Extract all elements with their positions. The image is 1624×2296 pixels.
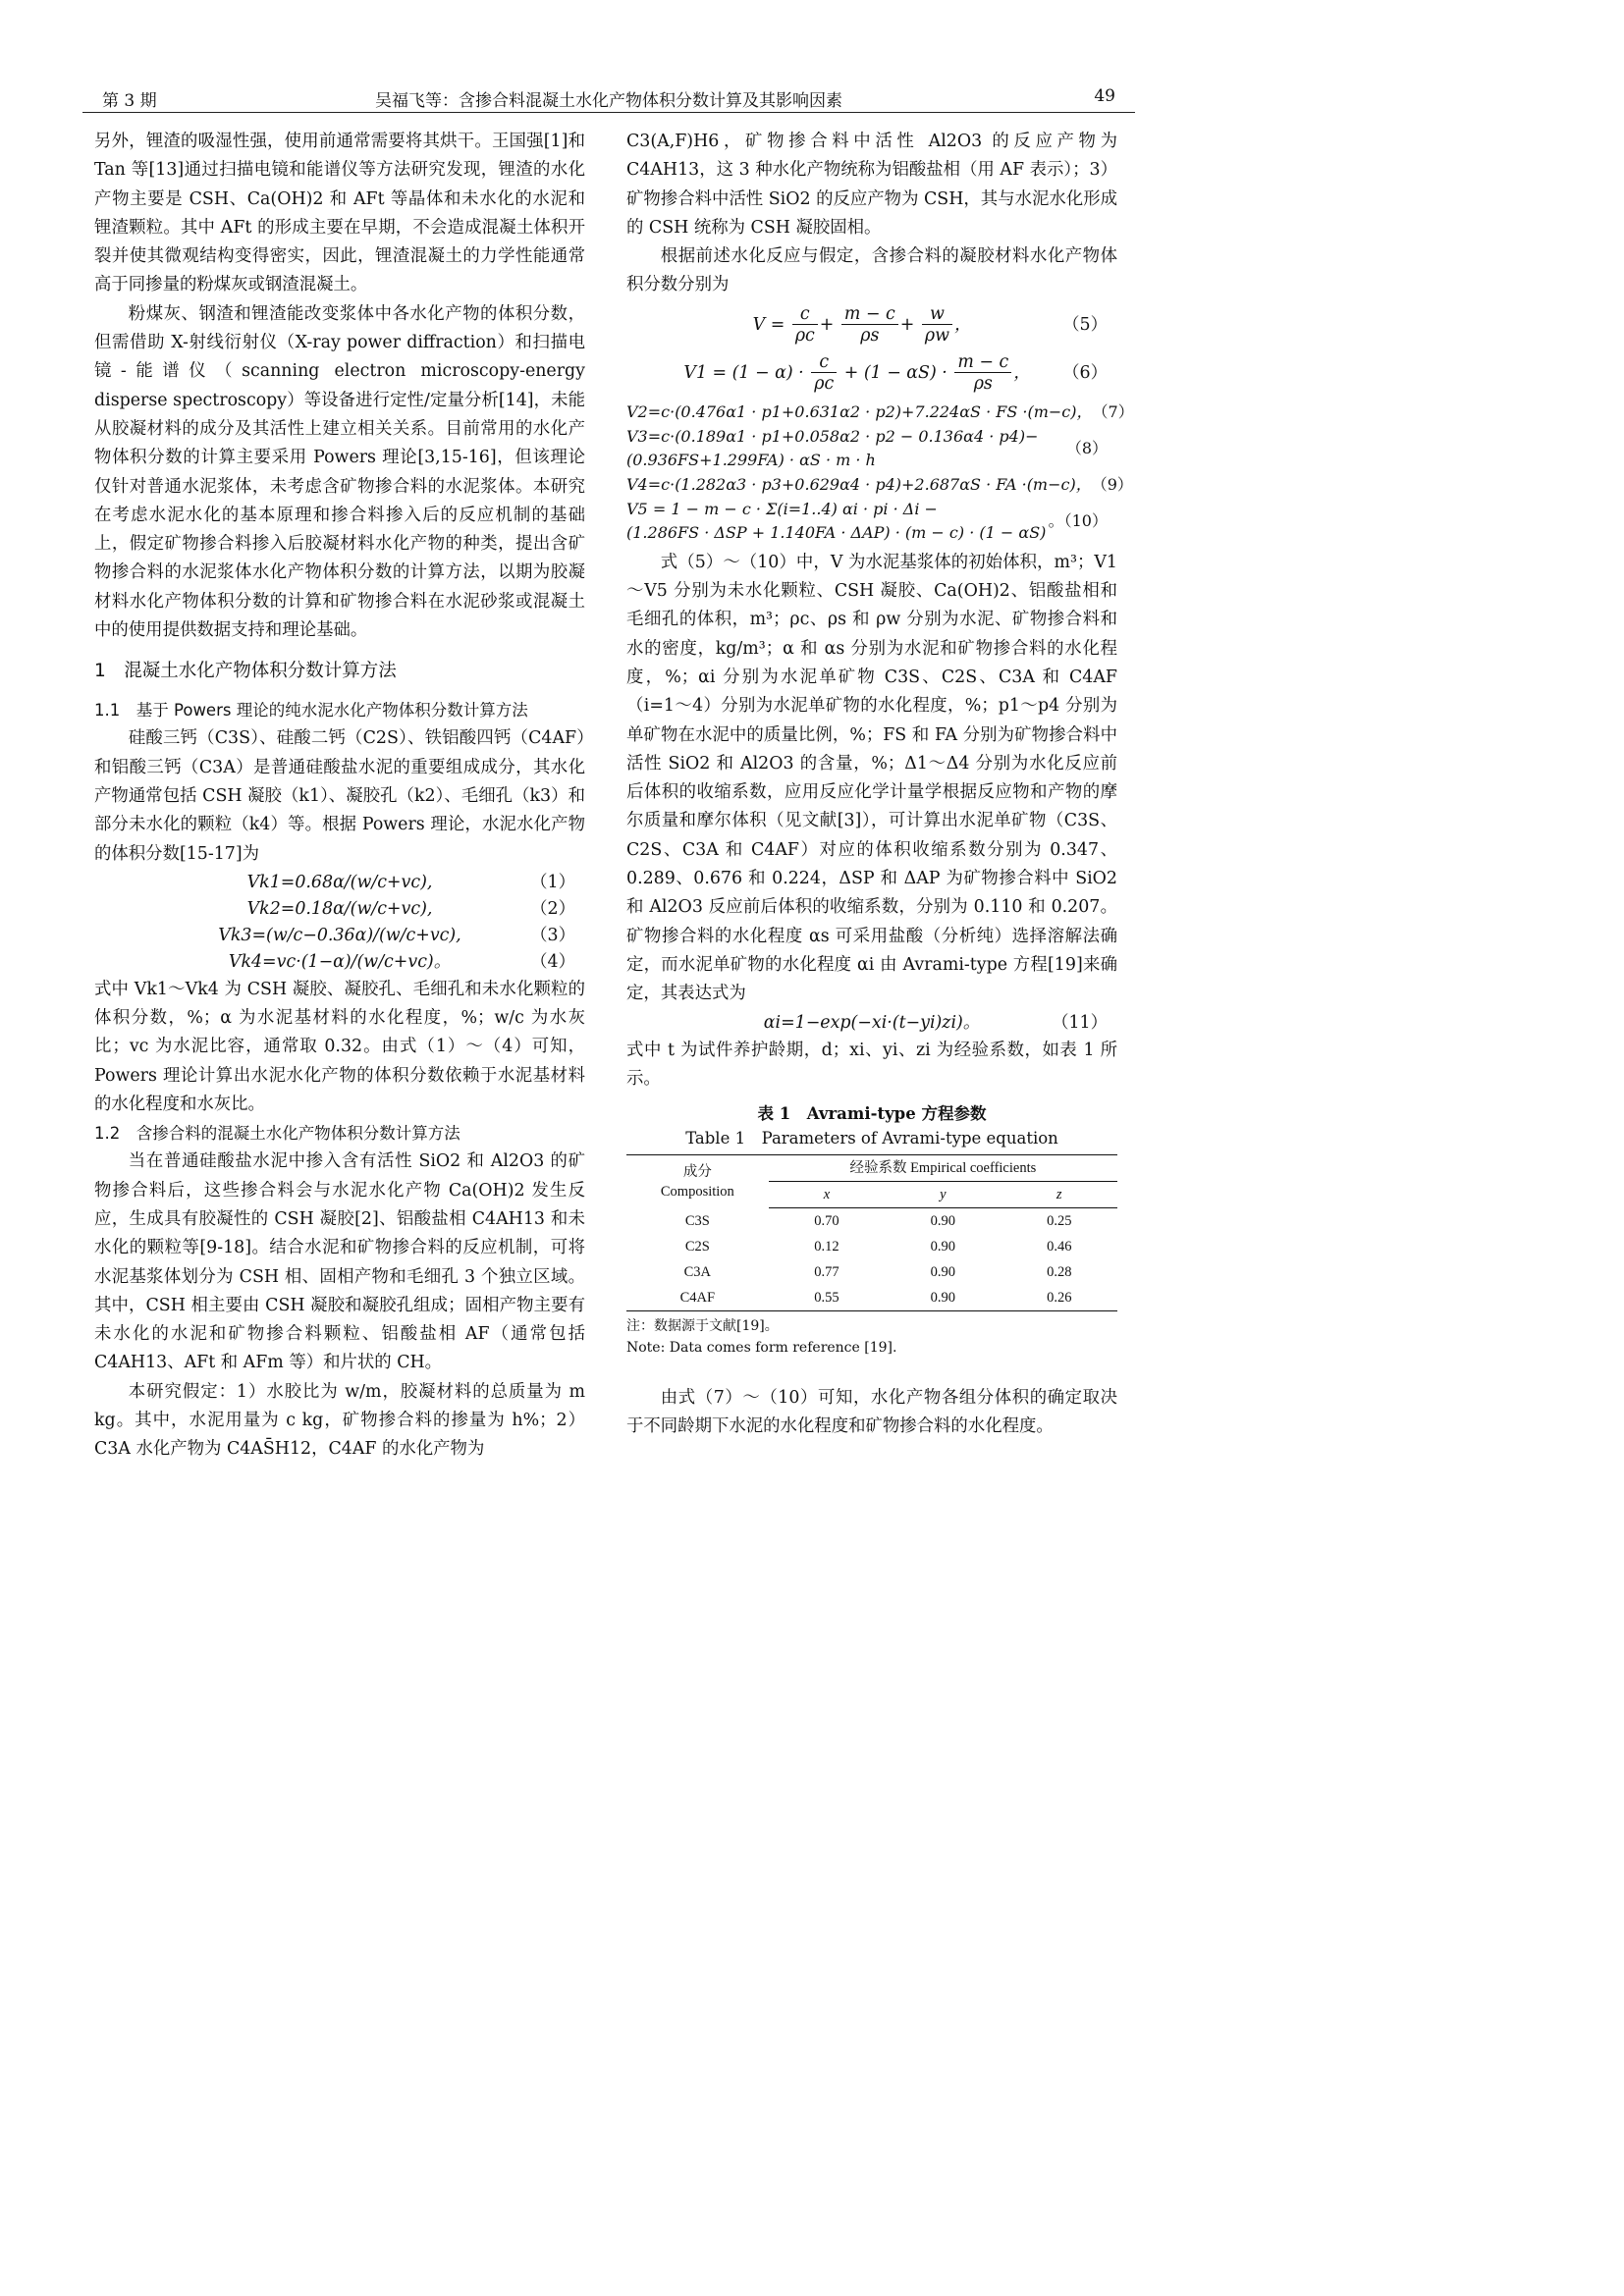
denominator: ρw [924,325,949,346]
equation-7 [626,400,1134,424]
equation-body: αi=1−exp(−xi·(t−yi)zi)。 [763,1012,981,1033]
numerator: m − c [841,304,898,325]
table-header-composition [626,1155,769,1208]
equation-10 [626,498,1117,545]
equation-body [626,425,1039,472]
table-note-cn: 注：数据源于文献[19]。 [626,1318,779,1335]
table-header-cell: x [769,1182,885,1208]
table-row [626,1259,1117,1285]
fraction [841,304,898,347]
right-column [626,128,1134,1442]
equation-body: Vk2=0.18α/(w/c+vc), [246,898,433,919]
table-header-group: 经验系数 Empirical coefficients [769,1155,1117,1182]
equation-body [626,498,1046,545]
equation-number: （11） [1052,1012,1108,1033]
equation-body: V2=c·(0.476α1 · p1+0.631α2 · p2)+7.224αS · FS ·(m−c)， [626,401,1093,421]
equation-body: V4=c·(1.282α3 · p3+0.629α4 · p4)+2.687αS · FA ·(m−c)， [626,474,1092,494]
table-caption-en: Table 1 Parameters of Avrami-type equation [685,1129,1058,1148]
fraction [954,352,1011,395]
equation-number: （2） [530,898,575,919]
table-cell: 0.46 [1047,1239,1072,1255]
equation-6 [626,352,1117,395]
equation-number: （3） [530,925,575,945]
header-cn: 成分 [682,1163,712,1180]
subsection-heading: 1.2 含掺合料的混凝土水化产物体积分数计算方法 [94,1124,460,1144]
equation-1 [94,870,585,895]
equation-3 [94,923,585,948]
table-cell: 0.90 [885,1285,1001,1311]
fraction [792,304,818,347]
table-cell: C3S [684,1212,710,1229]
paragraph: 另外，锂渣的吸湿性强，使用前通常需要将其烘干。王国强[1]和 Tan 等[13]通过扫描电镜和能谱仪等方法研究发现，锂渣的水化产物主要是 CSH、Ca(OH)2 和 AFt 等晶体和未水化的水泥和锂渣颗粒。其中 AFt 的形成主要在早期，不会造成混凝土体积开裂并使其微观结构变得密实，因此，锂渣混凝土的力学性能通常高于同掺量的粉煤灰或钢渣混凝土。 [94,132,585,295]
equation-body: V1 = (1 − α) · $\frac{c}{\rho c}$ + (1 − αS) · $\frac{m - c}{\rho s}$ ， [683,351,1031,394]
table-cell: 0.25 [1047,1213,1072,1230]
paragraph: 硅酸三钙（C3S）、硅酸二钙（C2S）、铁铝酸四钙（C4AF）和铝酸三钙（C3A）是普通硅酸盐水泥的重要组成成分，其水化产物通常包括 CSH 凝胶（k1）、凝胶孔（k2）、毛细孔（k3）和部分未水化的颗粒（k4）等。根据 Powers 理论，水泥水化产物的体积分数[15-17]为 [94,728,585,864]
table-row [626,1285,1117,1311]
equation-body: Vk3=(w/c−0.36α)/(w/c+vc), [218,925,461,945]
equation-number: （5） [1062,315,1108,336]
numerator: m − c [954,352,1011,373]
denominator: ρc [794,325,815,346]
equation-number: （6） [1062,363,1108,384]
table-cell: 0.90 [930,1264,955,1281]
table-cell: 0.55 [769,1285,885,1311]
paragraph: 式中 Vk1～Vk4 为 CSH 凝胶、凝胶孔、毛细孔和未水化颗粒的体积分数，%；α 为水泥基材料的水化程度，%；w/c 为水灰比；vc 为水泥比容，通常取 0.32。由式（1）～（4）可知，Powers 理论计算出水泥水化产物的体积分数依赖于水泥基材料的水化程度和水灰比。 [94,979,585,1115]
equation-lhs: V = [752,314,785,335]
equation-line: (1.286FS · ΔSP + 1.140FA · ΔAP) · (m − c) · (1 − αS) [626,522,1047,542]
table-header-cell: z [1001,1182,1117,1208]
paragraph: 本研究假定：1）水胶比为 w/m，胶凝材料的总质量为 m kg。其中，水泥用量为 c kg，矿物掺合料的掺量为 h%；2）C3A 水化产物为 C4AS̄H12，C4AF 的水化产物为 [94,1381,585,1460]
equation-number: 。（10） [1048,510,1108,530]
issue-label: 第 3 期 [102,91,157,111]
table-caption-cn: 表 1 Avrami-type 方程参数 [757,1104,987,1124]
equation-9 [626,473,1133,497]
table-row [626,1234,1117,1259]
table-cell: 0.26 [1001,1285,1117,1311]
equation-body: Vk1=0.68α/(w/c+vc), [246,872,433,892]
equation-5 [626,304,1117,347]
table-cell: C3A [683,1264,712,1281]
paragraph: 式中 t 为试件养护龄期，d；xi、yi、zi 为经验系数，如表 1 所示。 [626,1040,1117,1089]
data-table [626,1154,1117,1311]
subsection-heading: 1.1 基于 Powers 理论的纯水泥水化产物体积分数计算方法 [94,701,528,721]
table-cell: C2S [684,1239,710,1255]
table-cell: C4AF [626,1285,769,1311]
table-row [626,1208,1117,1235]
paragraph: 式（5）～（10）中，V 为水泥基浆体的初始体积，m³；V1～V5 分别为未水化颗粒、CSH 凝胶、Ca(OH)2、铝酸盐相和毛细孔的体积，m³；ρc、ρs 和 ρw 分别为水泥、矿物掺合料和水的密度，kg/m³；α 和 αs 分别为水泥和矿物掺合料的水化程度，%；αi 分别为水泥单矿物 C3S、C2S、C3A 和 C4AF（i=1～4）分别为水泥单矿物的水化程度，%；p1～p4 分别为单矿物在水泥中的质量比例，%；FS 和 FA 分别为矿物掺合料中活性 SiO2 和 Al2O3 的含量，%；Δ1～Δ4 分别为水化反应前后体积的收缩系数，应用反应化学计量学根据反应物和产物的摩尔质量和摩尔体积（见文献[3]），可计算出水泥单矿物（C3S、C2S、C3A 和 C4AF）对应的体积收缩系数分别为 0.347、0.289、0.676 和 0.224，ΔSP 和 ΔAP 为矿物掺合料中 SiO2 和 Al2O3 反应前后体积的收缩系数，分别为 0.110 和 0.207。矿物掺合料的水化程度 αs 可采用盐酸（分析纯）选择溶解法确定，而水泥单矿物的水化程度 αi 由 Avrami-type 方程[19]来确定，其表达式为 [626,552,1117,1004]
running-header [82,84,1135,113]
equation-4 [94,949,585,975]
numerator: c [792,304,818,325]
fraction [811,352,837,395]
table-cell: 0.90 [930,1239,955,1255]
table-cell: 0.28 [1047,1264,1072,1281]
equation-line: V3=c·(0.189α1 · p1+0.058α2 · p2 − 0.136α4 · p4)− [626,426,1039,446]
equation-lhs: V1 = (1 − α) · [683,362,804,383]
paragraph: C3(A,F)H6，矿物掺合料中活性 Al2O3 的反应产物为 C4AH13，这 3 种水化产物统称为铝酸盐相（用 AF 表示）；3）矿物掺合料中活性 SiO2 的反应产物为 CSH，其与水泥水化形成的 CSH 统称为 CSH 凝胶固相。 [626,132,1117,238]
equation-8 [626,425,1117,472]
denominator: ρc [814,373,835,394]
section-heading: 1 混凝土水化产物体积分数计算方法 [94,661,397,682]
table-cell: 0.70 [814,1213,839,1230]
numerator: w [922,304,952,325]
table-cell: 0.12 [814,1239,839,1255]
paragraph: 根据前述水化反应与假定，含掺合料的凝胶材料水化产物体积分数分别为 [626,246,1117,295]
denominator: ρs [973,373,993,394]
table-cell: 0.77 [814,1264,839,1281]
table-caption [626,1101,1117,1150]
equation-number: （1） [530,872,575,892]
equation-line: (0.936FS+1.299FA) · αS · m · h [626,450,876,469]
equation-number: （9） [1091,474,1133,494]
equation-number: （8） [1065,438,1108,457]
paragraph: 当在普通硅酸盐水泥中掺入含有活性 SiO2 和 Al2O3 的矿物掺合料后，这些掺合料会与水泥水化产物 Ca(OH)2 发生反应，生成具有胶凝性的 CSH 凝胶[2]、铝酸盐相 C4AH13 和未水化的颗粒等[9-18]。结合水泥和矿物掺合料的反应机制，可将水泥基浆体划分为 CSH 相、固相产物和毛细孔 3 个独立区域。其中，CSH 相主要由 CSH 凝胶和凝胶孔组成；固相产物主要有未水化的水泥和矿物掺合料颗粒、铝酸盐相 AF（通常包括 C4AH13、AFt 和 AFm 等）和片状的 CH。 [94,1151,585,1373]
fraction [922,304,952,347]
table-cell: 0.90 [930,1213,955,1230]
table-header-cell: y [885,1182,1001,1208]
equation-middle: + (1 − αS) · [843,362,947,383]
numerator: c [811,352,837,373]
equation-body: V = $\frac{c}{\rho c}$ + $\frac{m - c}{\rho s}$ + $\frac{w}{\rho w}$ ， [752,303,972,346]
left-column [94,128,585,1465]
equation-line: V5 = 1 − m − c · Σ(i=1..4) αi · pi · Δi − [626,499,938,518]
denominator: ρs [860,325,880,346]
page-number: 49 [1094,86,1115,106]
equation-number: （7） [1092,401,1134,421]
header-en: Composition [660,1183,734,1200]
equation-body: Vk4=vc·(1−α)/(w/c+vc)。 [228,951,452,972]
equation-2 [94,896,585,922]
equation-11 [626,1010,1117,1036]
paragraph: 粉煤灰、钢渣和锂渣能改变浆体中各水化产物的体积分数，但需借助 X-射线衍射仪（X-ray power diffraction）和扫描电镜-能谱仪（scanning electron microscopy-energy disperse spectroscopy）等设备进行定性/定量分析[14]，未能从胶凝材料的成分及其活性上建立相关关系。目前常用的水化产物体积分数的计算主要采用 Powers 理论[3,15-16]，但该理论仅针对普通水泥浆体，未考虑含矿物掺合料的水泥浆体。本研究在考虑水泥水化的基本原理和掺合料掺入后的反应机制的基础上，假定矿物掺合料掺入后胶凝材料水化产物的种类，提出含矿物掺合料的水泥浆体水化产物体积分数的计算方法，以期为胶凝材料水化产物体积分数的计算和矿物掺合料在水泥砂浆或混凝土中的使用提供数据支持和理论基础。 [94,303,585,641]
paragraph: 由式（7）～（10）可知，水化产物各组分体积的确定取决于不同龄期下水泥的水化程度和矿物掺合料的水化程度。 [626,1388,1117,1437]
table-note-en: Note: Data comes form reference [19]. [626,1340,897,1357]
table-note [626,1315,1117,1359]
equation-number: （4） [530,951,575,972]
running-title: 吴福飞等：含掺合料混凝土水化产物体积分数计算及其影响因素 [375,91,842,111]
